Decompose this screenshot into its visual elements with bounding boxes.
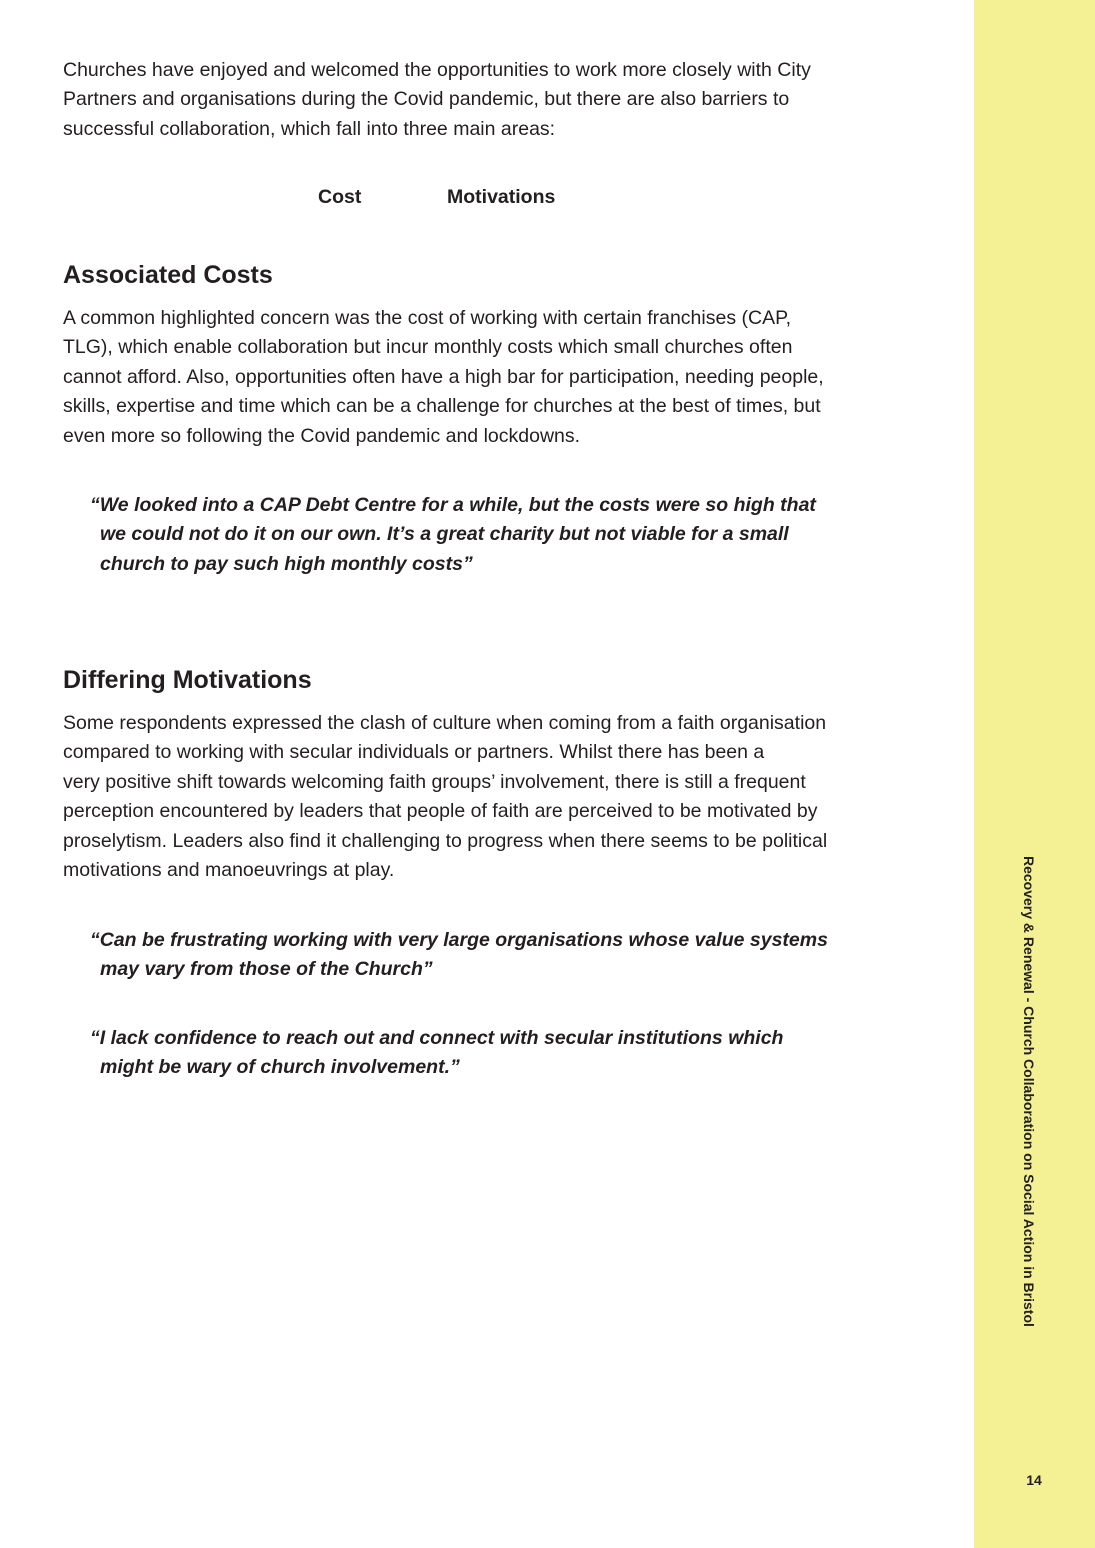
costs-line: even more so following the Covid pandemic and lockdowns. <box>63 424 581 447</box>
costs-line: skills, expertise and time which can be a challenge for churches at the best of times, but <box>63 395 821 418</box>
document-running-title: Recovery & Renewal - Church Collaboration on Social Action in Bristol <box>1021 856 1037 1327</box>
costs-heading: Associated Costs <box>63 261 273 289</box>
motivations-line: Some respondents expressed the clash of culture when coming from a faith organisation <box>63 712 827 734</box>
motivations-line: perception encountered by leaders that people of faith are perceived to be motivated by <box>63 800 818 823</box>
motivations-line: compared to working with secular individuals or partners. Whilst there has been a <box>63 741 765 764</box>
motivations-quote-1 <box>90 926 870 985</box>
barrier-areas <box>63 186 863 212</box>
quote-line: we could not do it on our own. It’s a great charity but not viable for a small <box>100 523 789 546</box>
costs-quote <box>90 491 870 579</box>
quote-line: “I lack confidence to reach out and connect with secular institutions which <box>90 1027 784 1049</box>
costs-line: A common highlighted concern was the cost of working with certain franchises (CAP, <box>63 307 791 329</box>
motivations-line: very positive shift towards welcoming faith groups’ involvement, there is still a frequent <box>63 770 806 793</box>
quote-line: “Can be frustrating working with very large organisations whose value systems <box>90 929 828 951</box>
motivations-paragraph <box>63 709 863 885</box>
costs-line: TLG), which enable collaboration but incur monthly costs which small churches often <box>63 336 793 359</box>
motivations-heading: Differing Motivations <box>63 666 312 694</box>
motivations-quote-2 <box>90 1024 870 1083</box>
motivations-line: motivations and manoeuvrings at play. <box>63 859 395 882</box>
quote-line: may vary from those of the Church” <box>100 958 433 981</box>
page-number: 14 <box>1026 1472 1042 1488</box>
quote-line: church to pay such high monthly costs” <box>100 552 473 575</box>
intro-paragraph <box>63 56 863 144</box>
intro-line: Partners and organisations during the Covid pandemic, but there are also barriers to <box>63 88 790 111</box>
costs-line: cannot afford. Also, opportunities often have a high bar for participation, needing people, <box>63 365 824 388</box>
intro-line: successful collaboration, which fall into three main areas: <box>63 117 556 140</box>
quote-line: might be wary of church involvement.” <box>100 1056 460 1079</box>
intro-line: Churches have enjoyed and welcomed the opportunities to work more closely with City <box>63 59 811 81</box>
area-cost: Cost <box>318 186 362 208</box>
quote-line: “We looked into a CAP Debt Centre for a while, but the costs were so high that <box>90 494 816 516</box>
costs-paragraph <box>63 304 863 451</box>
motivations-line: proselytism. Leaders also find it challenging to progress when there seems to be political <box>63 829 828 852</box>
area-motivations: Motivations <box>447 186 556 208</box>
